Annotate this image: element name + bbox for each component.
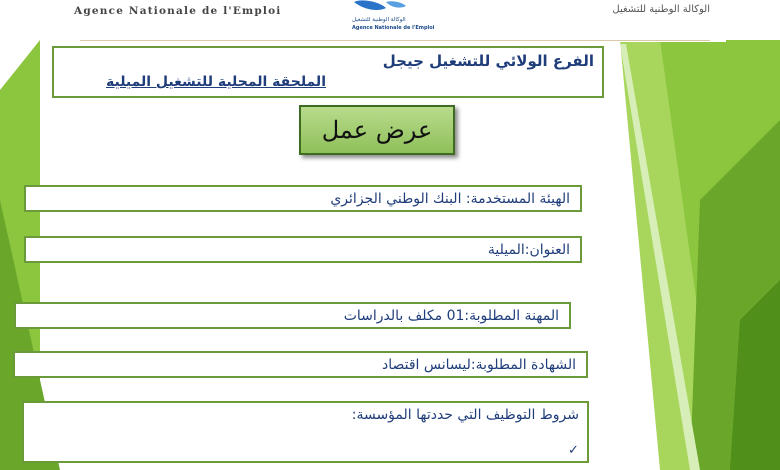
job-offer-banner <box>299 105 455 155</box>
degree-field <box>13 351 588 378</box>
employer-field <box>24 185 582 212</box>
conditions-box <box>22 401 589 463</box>
agency-name-fr: Agence Nationale de l'Emploi <box>74 5 282 17</box>
header-divider <box>80 40 710 41</box>
degree-text: الشهادة المطلوبة:ليسانس اقتصاد <box>382 356 576 373</box>
conditions-title: شروط التوظيف التي حددتها المؤسسة: <box>351 407 579 423</box>
address-field <box>24 236 582 263</box>
logo-text-fr: Agence Nationale de l'Emploi <box>352 25 435 31</box>
annex-title: الملحقة المحلية للتشغيل الميلية <box>105 74 326 90</box>
branch-box <box>52 46 604 98</box>
employer-text: الهيئة المستخدمة: البنك الوطني الجزائري <box>330 190 570 207</box>
position-field <box>14 302 571 329</box>
address-text: العنوان:الميلية <box>487 241 570 258</box>
position-text: المهنة المطلوبة:01 مكلف بالدراسات <box>343 307 559 324</box>
agency-name-ar: الوكالة الوطنية للتشغيل <box>612 4 710 15</box>
branch-title: الفرع الولائي للتشغيل جيجل <box>382 52 594 70</box>
checkmark-icon: ✓ <box>568 443 579 458</box>
logo-text-ar: الوكالة الوطنية للتشغيل <box>352 17 406 23</box>
job-offer-label: عرض عمل <box>321 116 433 144</box>
